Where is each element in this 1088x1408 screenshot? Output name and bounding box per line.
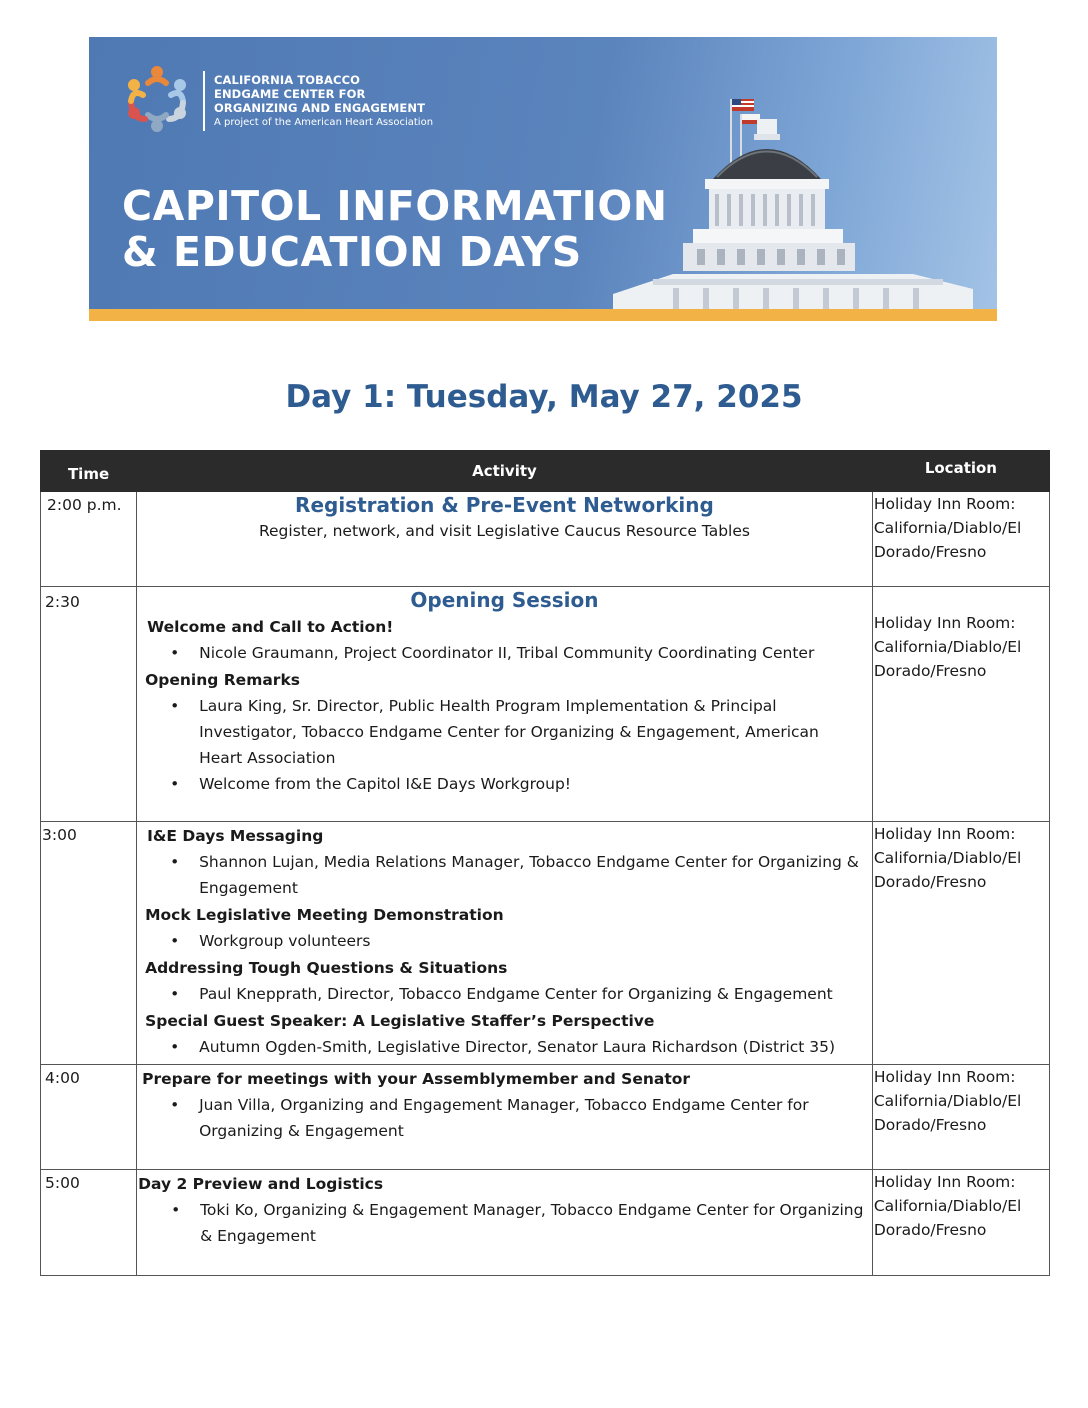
- activity-cell: [137, 1065, 873, 1170]
- org-subline: A project of the American Heart Association: [214, 117, 434, 128]
- item-list: [145, 928, 864, 954]
- location-line: Holiday Inn Room:: [873, 1068, 1016, 1086]
- activity-cell: [137, 492, 873, 587]
- session-title: Registration & Pre-Event Networking: [295, 493, 714, 517]
- location-line: Dorado/Fresno: [873, 1116, 987, 1134]
- list-item: • Toki Ko, Organizing & Engagement Manager, Tobacco Endgame Center for Organizing & Engagement: [200, 1197, 864, 1249]
- location-line: Dorado/Fresno: [873, 1221, 987, 1239]
- location-cell: [872, 492, 1049, 587]
- session-title: Opening Session: [410, 588, 599, 612]
- location-line: California/Diablo/El: [873, 849, 1022, 867]
- item-list: [145, 1034, 864, 1060]
- location-line: Holiday Inn Room:: [873, 1173, 1016, 1191]
- section-heading: Special Guest Speaker: A Legislative Staffer’s Perspective: [145, 1012, 655, 1030]
- table-row: [41, 1065, 1050, 1170]
- session-subtitle: Register, network, and visit Legislative Caucus Resource Tables: [258, 522, 750, 540]
- location-line: California/Diablo/El: [873, 1197, 1022, 1215]
- activity-cell: [137, 587, 873, 822]
- banner-accent-stripe: [89, 309, 997, 321]
- list-item: • Autumn Ogden-Smith, Legislative Director, Senator Laura Richardson (District 35): [199, 1034, 864, 1060]
- list-item: • Paul Knepprath, Director, Tobacco Endgame Center for Organizing & Engagement: [199, 981, 864, 1007]
- location-line: Holiday Inn Room:: [873, 825, 1016, 843]
- list-item: • Laura King, Sr. Director, Public Health Program Implementation & Principal Investigator, Tobacco Endgame Center for Organizing & Engagement, American Heart Association: [199, 693, 864, 771]
- table-row: [41, 1170, 1050, 1276]
- table-row: [41, 822, 1050, 1065]
- logo-divider: [203, 71, 205, 131]
- list-item: • Welcome from the Capitol I&E Days Workgroup!: [199, 771, 864, 797]
- header-location: Location: [872, 451, 1049, 492]
- location-line: Dorado/Fresno: [873, 873, 987, 891]
- time-cell: 4:00: [41, 1065, 137, 1170]
- item-list: [145, 640, 864, 666]
- time-cell: 3:00: [41, 822, 137, 1065]
- table-row: [41, 587, 1050, 822]
- list-item: • Nicole Graumann, Project Coordinator II, Tribal Community Coordinating Center: [199, 640, 864, 666]
- location-line: California/Diablo/El: [873, 638, 1022, 656]
- header-activity: Activity: [137, 451, 873, 492]
- section-heading: Prepare for meetings with your Assemblymember and Senator: [142, 1070, 691, 1088]
- location-line: Holiday Inn Room:: [873, 614, 1016, 632]
- section-heading: Welcome and Call to Action!: [147, 618, 394, 636]
- banner-title-line: CAPITOL INFORMATION: [122, 182, 668, 230]
- capitol-dome-icon: [613, 74, 973, 309]
- time-cell: 5:00: [41, 1170, 137, 1276]
- location-line: Dorado/Fresno: [873, 543, 987, 561]
- schedule-table: [40, 450, 1050, 1276]
- org-line: ENDGAME CENTER FOR: [214, 87, 366, 101]
- item-list: [142, 1092, 864, 1144]
- section-heading: Opening Remarks: [145, 671, 300, 689]
- location-line: Dorado/Fresno: [873, 662, 987, 680]
- day-title: Day 1: Tuesday, May 27, 2025: [285, 379, 803, 415]
- location-line: California/Diablo/El: [873, 1092, 1022, 1110]
- time-cell: 2:00 p.m.: [41, 492, 137, 587]
- activity-cell: [137, 1170, 873, 1276]
- org-line: CALIFORNIA TOBACCO: [214, 73, 360, 87]
- time-cell: 2:30: [41, 587, 137, 822]
- org-line: ORGANIZING AND ENGAGEMENT: [214, 101, 426, 115]
- item-list: [145, 693, 864, 797]
- table-header-row: [41, 451, 1050, 492]
- item-list: [145, 849, 864, 901]
- header-time: Time: [41, 451, 137, 492]
- activity-cell: [137, 822, 873, 1065]
- section-heading: I&E Days Messaging: [147, 827, 324, 845]
- section-heading: Addressing Tough Questions & Situations: [145, 959, 508, 977]
- section-heading: Day 2 Preview and Logistics: [138, 1175, 384, 1193]
- header-banner: [89, 37, 997, 309]
- list-item: • Juan Villa, Organizing and Engagement Manager, Tobacco Endgame Center for Organizing & Engagement: [199, 1092, 864, 1144]
- item-list: [145, 981, 864, 1007]
- location-cell: [872, 1170, 1049, 1276]
- banner-title-line: & EDUCATION DAYS: [122, 228, 582, 276]
- location-cell: [872, 587, 1049, 822]
- location-line: California/Diablo/El: [873, 519, 1022, 537]
- location-cell: [872, 1065, 1049, 1170]
- list-item: • Workgroup volunteers: [199, 928, 864, 954]
- section-heading: Mock Legislative Meeting Demonstration: [145, 906, 504, 924]
- list-item: • Shannon Lujan, Media Relations Manager, Tobacco Endgame Center for Organizing & Engagement: [199, 849, 864, 901]
- org-name: [214, 73, 433, 130]
- table-row: [41, 492, 1050, 587]
- item-list: [138, 1197, 864, 1249]
- location-cell: [872, 822, 1049, 1065]
- people-circle-logo-icon: [119, 61, 195, 137]
- location-line: Holiday Inn Room:: [873, 495, 1016, 513]
- banner-title: [122, 183, 668, 275]
